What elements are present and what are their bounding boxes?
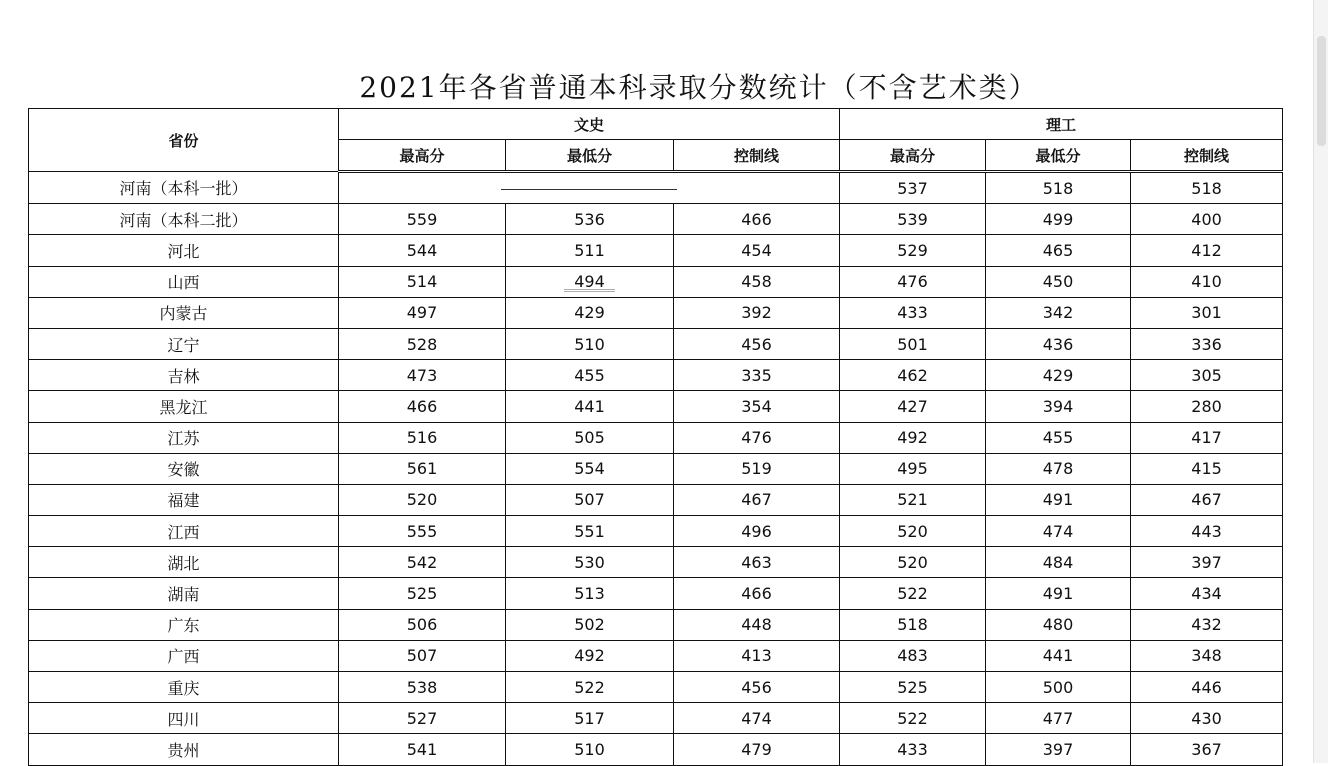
no-data-dash	[501, 189, 677, 190]
table-row	[29, 578, 1283, 609]
table-row	[29, 328, 1283, 359]
science-max-cell: 521	[840, 484, 986, 515]
arts-control-cell: 476	[674, 422, 840, 453]
arts-control-cell: 448	[674, 609, 840, 640]
score-table	[28, 108, 1283, 766]
province-cell: 安徽	[29, 453, 339, 484]
arts-control-cell: 479	[674, 734, 840, 765]
arts-max-cell: 466	[339, 391, 506, 422]
science-min-cell: 465	[986, 235, 1131, 266]
science-control-cell: 432	[1131, 609, 1283, 640]
arts-max-cell: 507	[339, 640, 506, 671]
arts-control-cell: 413	[674, 640, 840, 671]
science-control-cell: 336	[1131, 328, 1283, 359]
science-max-cell: 462	[840, 360, 986, 391]
table-row	[29, 204, 1283, 235]
science-min-cell: 499	[986, 204, 1131, 235]
arts-control-cell: 467	[674, 484, 840, 515]
arts-min-cell: 510	[506, 328, 674, 359]
arts-max-cell: 516	[339, 422, 506, 453]
science-min-cell: 484	[986, 547, 1131, 578]
header-row-groups	[29, 109, 1283, 140]
science-control-cell: 446	[1131, 672, 1283, 703]
arts-max-cell: 525	[339, 578, 506, 609]
header-province: 省份	[29, 109, 339, 172]
table-body	[29, 172, 1283, 766]
science-min-cell: 455	[986, 422, 1131, 453]
arts-min-cell: 502	[506, 609, 674, 640]
province-cell: 广西	[29, 640, 339, 671]
science-control-cell: 417	[1131, 422, 1283, 453]
arts-control-cell: 463	[674, 547, 840, 578]
science-control-cell: 400	[1131, 204, 1283, 235]
arts-min-cell: 513	[506, 578, 674, 609]
page-title: 2021年各省普通本科录取分数统计（不含艺术类）	[359, 71, 1039, 104]
arts-max-cell: 497	[339, 297, 506, 328]
science-max-cell: 537	[840, 172, 986, 204]
science-control-cell: 410	[1131, 266, 1283, 297]
province-cell: 江西	[29, 516, 339, 547]
arts-min-cell: 492	[506, 640, 674, 671]
science-min-cell: 436	[986, 328, 1131, 359]
table-row	[29, 297, 1283, 328]
arts-control-cell: 456	[674, 672, 840, 703]
province-cell: 湖北	[29, 547, 339, 578]
province-cell: 重庆	[29, 672, 339, 703]
science-min-cell: 480	[986, 609, 1131, 640]
table-row	[29, 640, 1283, 671]
arts-control-cell: 458	[674, 266, 840, 297]
table-row	[29, 172, 1283, 204]
arts-max-cell: 538	[339, 672, 506, 703]
arts-empty-cell	[339, 172, 840, 204]
header-science-max: 最高分	[840, 140, 986, 172]
science-min-cell: 478	[986, 453, 1131, 484]
science-min-cell: 450	[986, 266, 1131, 297]
science-min-cell: 491	[986, 484, 1131, 515]
header-science-min: 最低分	[986, 140, 1131, 172]
province-cell: 黑龙江	[29, 391, 339, 422]
arts-min-cell: 510	[506, 734, 674, 765]
header-arts-max: 最高分	[339, 140, 506, 172]
province-cell: 河北	[29, 235, 339, 266]
province-cell: 山西	[29, 266, 339, 297]
science-control-cell: 467	[1131, 484, 1283, 515]
table-row	[29, 235, 1283, 266]
arts-min-cell: 505	[506, 422, 674, 453]
arts-min-cell: 536	[506, 204, 674, 235]
science-max-cell: 539	[840, 204, 986, 235]
science-control-cell: 434	[1131, 578, 1283, 609]
arts-control-cell: 454	[674, 235, 840, 266]
science-max-cell: 529	[840, 235, 986, 266]
arts-control-cell: 466	[674, 204, 840, 235]
province-cell: 河南（本科一批）	[29, 172, 339, 204]
science-min-cell: 477	[986, 703, 1131, 734]
province-cell: 江苏	[29, 422, 339, 453]
science-control-cell: 348	[1131, 640, 1283, 671]
arts-max-cell: 561	[339, 453, 506, 484]
table-row	[29, 703, 1283, 734]
table-row	[29, 266, 1283, 297]
science-max-cell: 522	[840, 578, 986, 609]
header-group-science: 理工	[840, 109, 1283, 140]
science-min-cell: 429	[986, 360, 1131, 391]
science-min-cell: 474	[986, 516, 1131, 547]
arts-max-cell: 473	[339, 360, 506, 391]
science-max-cell: 525	[840, 672, 986, 703]
science-max-cell: 483	[840, 640, 986, 671]
science-control-cell: 518	[1131, 172, 1283, 204]
science-control-cell: 443	[1131, 516, 1283, 547]
province-cell: 辽宁	[29, 328, 339, 359]
science-max-cell: 495	[840, 453, 986, 484]
header-arts-control: 控制线	[674, 140, 840, 172]
science-control-cell: 415	[1131, 453, 1283, 484]
science-max-cell: 518	[840, 609, 986, 640]
province-cell: 福建	[29, 484, 339, 515]
science-max-cell: 522	[840, 703, 986, 734]
arts-min-cell: 511	[506, 235, 674, 266]
province-cell: 河南（本科二批）	[29, 204, 339, 235]
arts-min-cell: 507	[506, 484, 674, 515]
arts-max-cell: 542	[339, 547, 506, 578]
arts-max-cell: 541	[339, 734, 506, 765]
table-row	[29, 391, 1283, 422]
table-row	[29, 422, 1283, 453]
header-group-arts: 文史	[339, 109, 840, 140]
science-control-cell: 305	[1131, 360, 1283, 391]
science-max-cell: 520	[840, 547, 986, 578]
province-cell: 内蒙古	[29, 297, 339, 328]
arts-max-cell: 555	[339, 516, 506, 547]
science-control-cell: 412	[1131, 235, 1283, 266]
arts-min-cell: 530	[506, 547, 674, 578]
province-cell: 广东	[29, 609, 339, 640]
arts-max-cell: 544	[339, 235, 506, 266]
arts-control-cell: 354	[674, 391, 840, 422]
arts-max-cell: 527	[339, 703, 506, 734]
table-row	[29, 547, 1283, 578]
arts-min-cell: 429	[506, 297, 674, 328]
arts-control-cell: 456	[674, 328, 840, 359]
arts-control-cell: 392	[674, 297, 840, 328]
science-control-cell: 430	[1131, 703, 1283, 734]
table-row	[29, 734, 1283, 765]
science-max-cell: 501	[840, 328, 986, 359]
science-min-cell: 397	[986, 734, 1131, 765]
province-cell: 贵州	[29, 734, 339, 765]
table-row	[29, 360, 1283, 391]
arts-min-cell: 517	[506, 703, 674, 734]
arts-min-cell: 522	[506, 672, 674, 703]
science-max-cell: 427	[840, 391, 986, 422]
arts-max-cell: 514	[339, 266, 506, 297]
arts-control-cell: 519	[674, 453, 840, 484]
province-cell: 湖南	[29, 578, 339, 609]
arts-control-cell: 496	[674, 516, 840, 547]
science-control-cell: 301	[1131, 297, 1283, 328]
science-max-cell: 433	[840, 297, 986, 328]
province-cell: 四川	[29, 703, 339, 734]
arts-max-cell: 559	[339, 204, 506, 235]
arts-control-cell: 474	[674, 703, 840, 734]
science-min-cell: 500	[986, 672, 1131, 703]
science-control-cell: 280	[1131, 391, 1283, 422]
science-min-cell: 491	[986, 578, 1131, 609]
table-row	[29, 484, 1283, 515]
province-cell: 吉林	[29, 360, 339, 391]
arts-min-cell: 554	[506, 453, 674, 484]
arts-control-cell: 466	[674, 578, 840, 609]
science-max-cell: 520	[840, 516, 986, 547]
science-min-cell: 518	[986, 172, 1131, 204]
science-min-cell: 342	[986, 297, 1131, 328]
arts-min-cell	[506, 266, 674, 297]
arts-min-cell: 441	[506, 391, 674, 422]
vertical-scrollbar[interactable]	[1313, 0, 1328, 763]
science-min-cell: 441	[986, 640, 1131, 671]
table-row	[29, 672, 1283, 703]
science-max-cell: 492	[840, 422, 986, 453]
table-row	[29, 609, 1283, 640]
science-control-cell: 397	[1131, 547, 1283, 578]
table-row	[29, 453, 1283, 484]
science-control-cell: 367	[1131, 734, 1283, 765]
arts-max-cell: 528	[339, 328, 506, 359]
arts-min-cell: 455	[506, 360, 674, 391]
science-max-cell: 433	[840, 734, 986, 765]
header-arts-min: 最低分	[506, 140, 674, 172]
header-science-control: 控制线	[1131, 140, 1283, 172]
arts-max-cell: 506	[339, 609, 506, 640]
arts-control-cell: 335	[674, 360, 840, 391]
table-row	[29, 516, 1283, 547]
arts-max-cell: 520	[339, 484, 506, 515]
science-min-cell: 394	[986, 391, 1131, 422]
arts-min-cell: 551	[506, 516, 674, 547]
science-max-cell: 476	[840, 266, 986, 297]
underlined-value: 494	[564, 275, 615, 292]
